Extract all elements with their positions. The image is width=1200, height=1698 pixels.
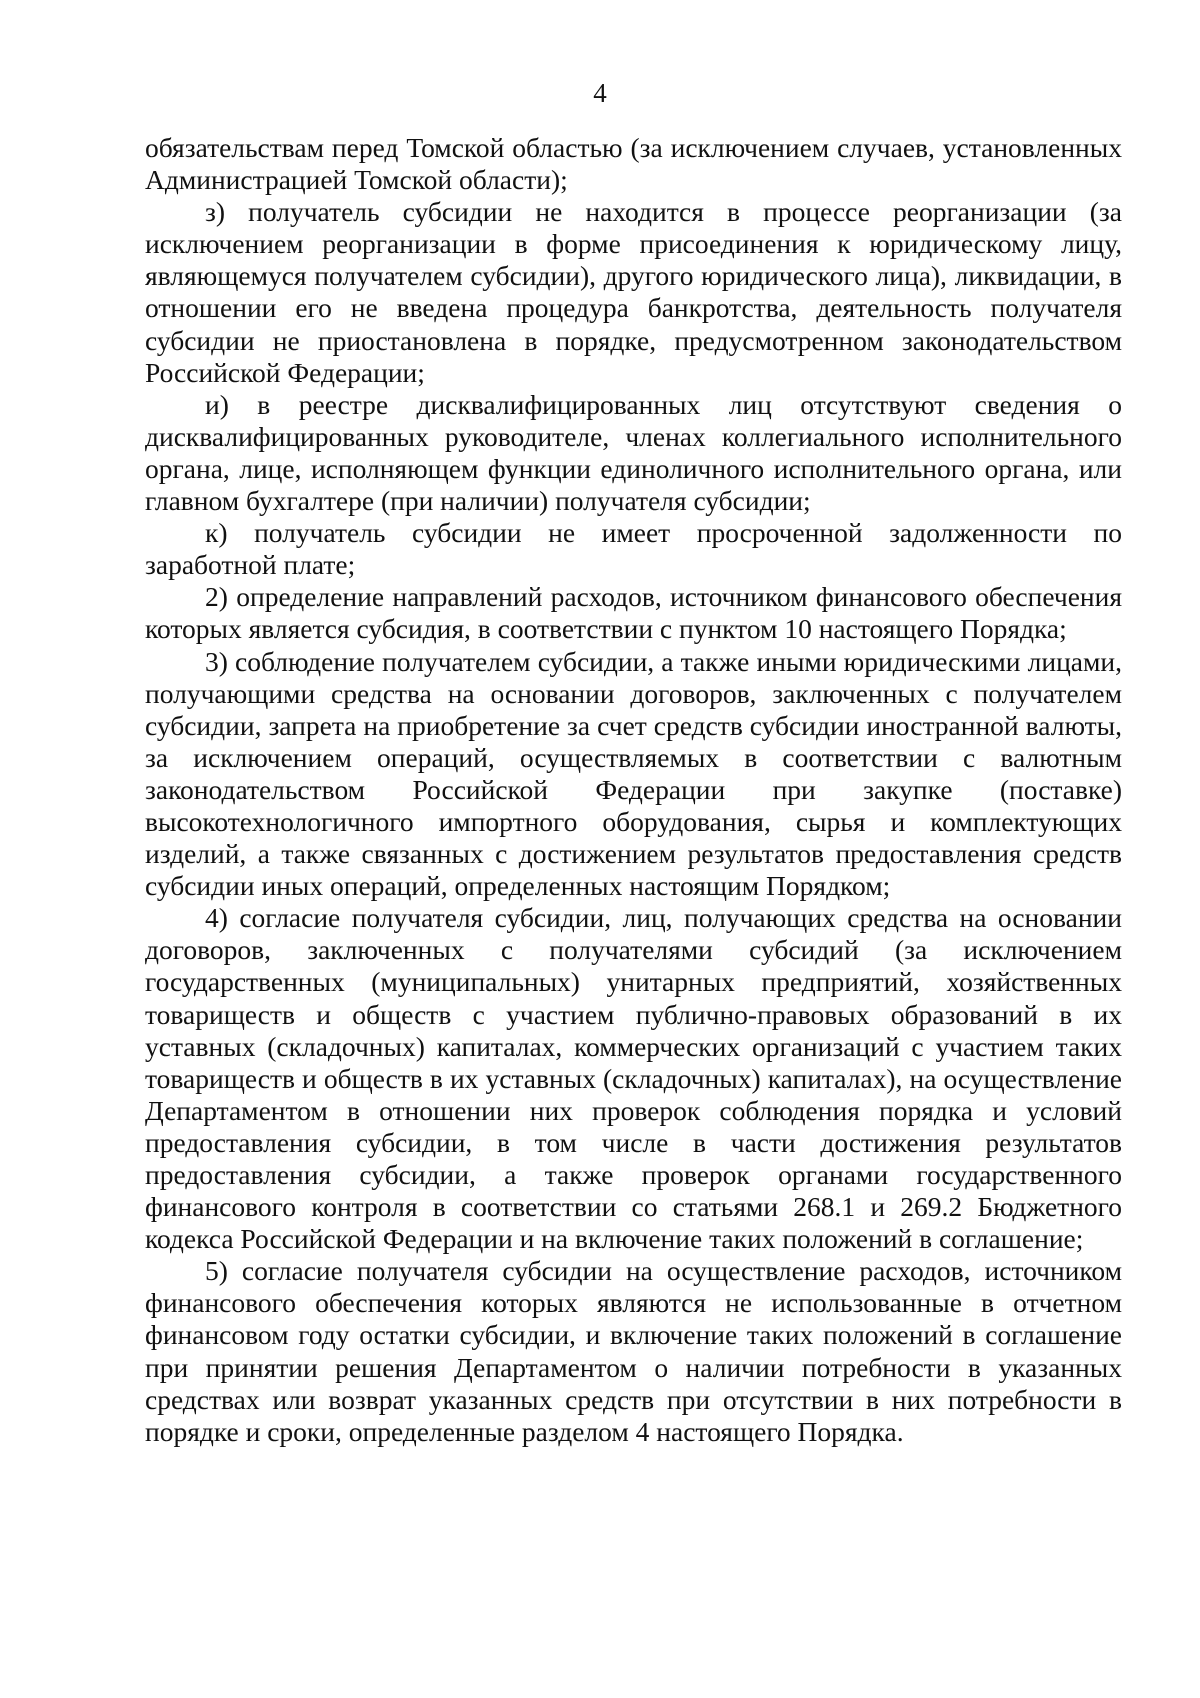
paragraph-item-i: и) в реестре дисквалифицированных лиц отсутствуют сведения о дисквалифицированных руководителе, членах коллегиального исполнительного органа, лице, исполняющем функции единоличного исполнительного органа, или главном бухгалтере (при наличии) получателя субсидии; bbox=[145, 388, 1122, 517]
paragraph-item-2: 2) определение направлений расходов, источником финансового обеспечения которых является субсидия, в соответствии с пунктом 10 настоящего Порядка; bbox=[145, 581, 1122, 645]
paragraph-item-z: з) получатель субсидии не находится в процессе реорганизации (за исключением реорганизации в форме присоединения к юридическому лицу, являющемуся получателем субсидии), другого юридического лица), ликвидации, в отношении его не введена процедура банкротства, деятельность получателя субсидии не приостановлена в порядке, предусмотренном законодательством Российской Федерации; bbox=[145, 196, 1122, 388]
document-body bbox=[145, 132, 1122, 1448]
paragraph-item-5: 5) согласие получателя субсидии на осуществление расходов, источником финансового обеспечения которых являются не использованные в отчетном финансовом году остатки субсидии, и включение таких положений в соглашение при принятии решения Департаментом о наличии потребности в указанных средствах или возврат указанных средств при отсутствии в них потребности в порядке и сроки, определенные разделом 4 настоящего Порядка. bbox=[145, 1255, 1122, 1447]
paragraph-continuation: обязательствам перед Томской областью (за исключением случаев, установленных Администрацией Томской области); bbox=[145, 132, 1122, 196]
paragraph-item-3: 3) соблюдение получателем субсидии, а также иными юридическими лицами, получающими средства на основании договоров, заключенных с получателем субсидии, запрета на приобретение за счет средств субсидии иностранной валюты, за исключением операций, осуществляемых в соответствии с валютным законодательством Российской Федерации при закупке (поставке) высокотехнологичного импортного оборудования, сырья и комплектующих изделий, а также связанных с достижением результатов предоставления средств субсидии иных операций, определенных настоящим Порядком; bbox=[145, 645, 1122, 902]
paragraph-item-k: к) получатель субсидии не имеет просроченной задолженности по заработной плате; bbox=[145, 517, 1122, 581]
paragraph-item-4: 4) согласие получателя субсидии, лиц, получающих средства на основании договоров, заключенных с получателями субсидий (за исключением государственных (муниципальных) унитарных предприятий, хозяйственных товариществ и обществ с участием публично-правовых образований в их уставных (складочных) капиталах, коммерческих организаций с участием таких товариществ и обществ в их уставных (складочных) капиталах), на осуществление Департаментом в отношении них проверок соблюдения порядка и условий предоставления субсидии, в том числе в части достижения результатов предоставления субсидии, а также проверок органами государственного финансового контроля в соответствии со статьями 268.1 и 269.2 Бюджетного кодекса Российской Федерации и на включение таких положений в соглашение; bbox=[145, 902, 1122, 1255]
page-number: 4 bbox=[593, 78, 607, 108]
